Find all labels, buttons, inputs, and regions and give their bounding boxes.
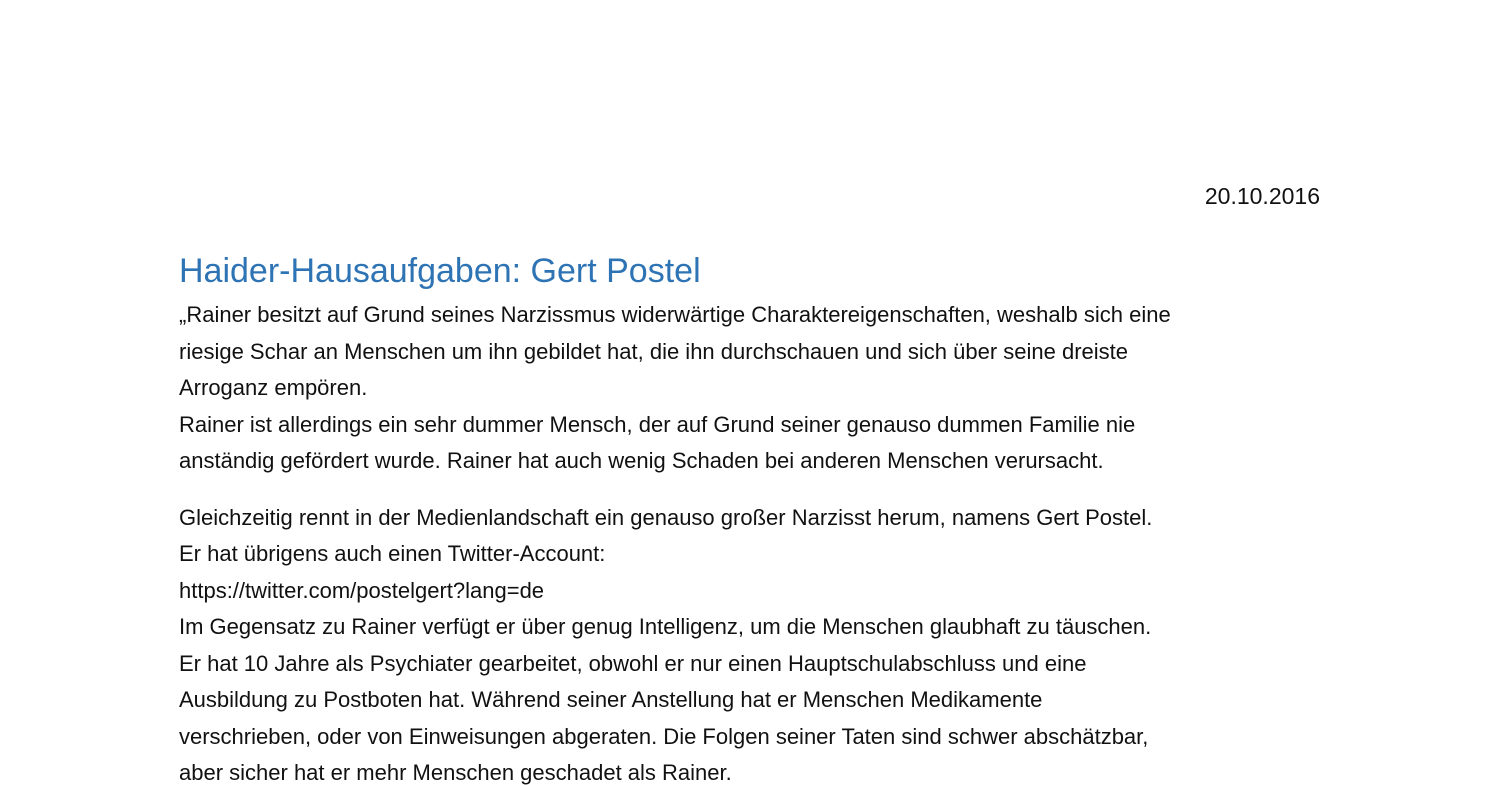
document-title: Haider-Hausaufgaben: Gert Postel bbox=[179, 252, 701, 290]
text-line: verschrieben, oder von Einweisungen abgeraten. Die Folgen seiner Taten sind schwer abschätzbar, bbox=[179, 723, 1149, 749]
text-line: Ausbildung zu Postboten hat. Während seiner Anstellung hat er Menschen Medikamente bbox=[179, 687, 1043, 712]
text-line: Er hat 10 Jahre als Psychiater gearbeitet, obwohl er nur einen Hauptschulabschluss und eine bbox=[179, 650, 1087, 676]
text-line: riesige Schar an Menschen um ihn gebildet hat, die ihn durchschauen und sich über seine dreiste bbox=[179, 338, 1129, 364]
paragraph-spacer bbox=[179, 480, 1329, 500]
text-line: anständig gefördert wurde. Rainer hat auch wenig Schaden bei anderen Menschen verursacht. bbox=[179, 448, 1104, 473]
paragraph-2 bbox=[179, 407, 1329, 480]
text-line: Im Gegensatz zu Rainer verfügt er über genug Intelligenz, um die Menschen glaubhaft zu täuschen. bbox=[179, 614, 1152, 639]
document-body bbox=[179, 249, 1329, 785]
paragraph-3 bbox=[179, 500, 1329, 785]
paragraph-1 bbox=[179, 297, 1329, 407]
twitter-url-text: https://twitter.com/postelgert?lang=de bbox=[179, 577, 545, 603]
text-line: Gleichzeitig rennt in der Medienlandschaft ein genauso großer Narzisst herum, namens Gert Postel. bbox=[179, 504, 1153, 530]
document-date: 20.10.2016 bbox=[1204, 183, 1320, 209]
text-line: Rainer ist allerdings ein sehr dummer Mensch, der auf Grund seiner genauso dummen Familie nie bbox=[179, 411, 1136, 437]
text-line: Arroganz empören. bbox=[179, 375, 368, 400]
text-line: „Rainer besitzt auf Grund seines Narzissmus widerwärtige Charaktereigenschaften, weshalb sich eine bbox=[179, 302, 1171, 327]
text-line: aber sicher hat er mehr Menschen geschadet als Rainer. bbox=[179, 760, 732, 785]
text-line: Er hat übrigens auch einen Twitter-Account: bbox=[179, 541, 606, 566]
